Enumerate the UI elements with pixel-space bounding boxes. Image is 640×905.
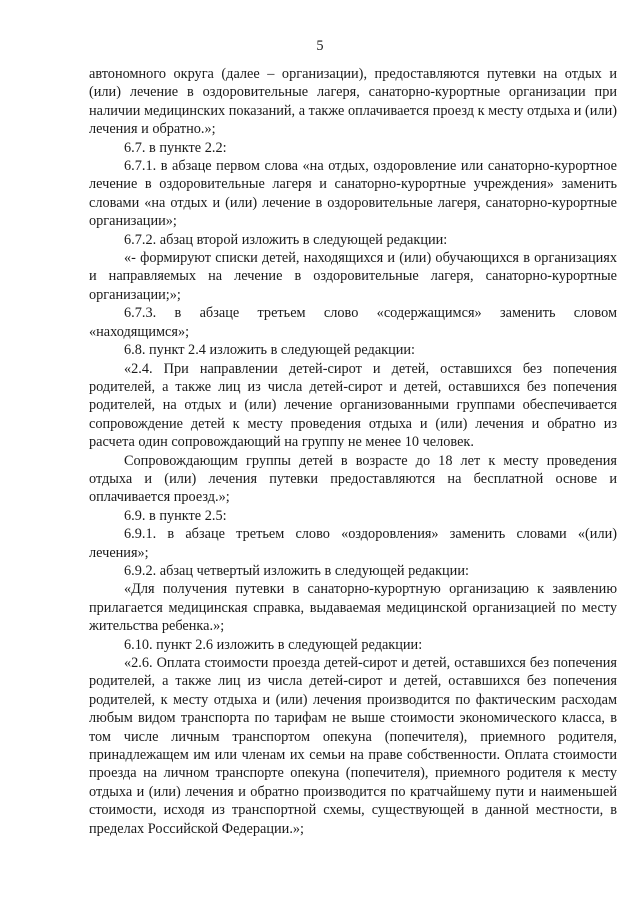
paragraph-item-6-7-3: 6.7.3. в абзаце третьем слово «содержащимся» заменить словом «находящимся»;	[89, 305, 617, 340]
paragraph-quote-2-6: «2.6. Оплата стоимости проезда детей-сирот и детей, оставшихся без попечения родителей, а также лиц из числа детей-сирот и детей, оставшихся без попечения родителей, к месту отдыха и (или) лечения производится по фактическим расходам любым видом транспорта по тарифам не выше стоимости экономического класса, в том числе личным транспортом опекуна (попечителя), приемного родителя, принадлежащем им или членам их семьи на праве собственности. Оплата стоимости проезда на личном транспорте опекуна (попечителя), приемного родителя к месту отдыха и (или) лечения и обратно производится по кратчайшему пути и наименьшей стоимости, исходя из транспортной схемы, существующей в данной местности, в пределах Российской Федерации.»;	[89, 655, 617, 837]
paragraph-continuation: автономного округа (далее – организации), предоставляются путевки на отдых и (или) лечение в оздоровительные лагеря, санаторно-курортные организации при наличии медицинских показаний, а также оплачивается проезд к месту отдыха и (или) лечения и обратно.»;	[89, 66, 617, 138]
paragraph-item-6-9-2: 6.9.2. абзац четвертый изложить в следующей редакции:	[124, 562, 469, 579]
paragraph-item-6-9: 6.9. в пункте 2.5:	[124, 507, 227, 524]
paragraph-item-6-10: 6.10. пункт 2.6 изложить в следующей редакции:	[124, 636, 423, 653]
paragraph-item-6-8: 6.8. пункт 2.4 изложить в следующей редакции:	[124, 342, 416, 359]
paragraph-quote-lists: «- формируют списки детей, находящихся и (или) обучающихся в организациях и направляемых на лечение в оздоровительные лагеря, санаторно-курортные организации;»;	[89, 250, 617, 303]
document-body	[89, 65, 617, 838]
paragraph-item-6-7: 6.7. в пункте 2.2:	[124, 139, 227, 156]
paragraph-quote-2-4: «2.4. При направлении детей-сирот и детей, оставшихся без попечения родителей, а также лиц из числа детей-сирот и детей, оставшихся без попечения родителей, на отдых и (или) лечение организованными группами обеспечивается сопровождение детей к месту проведения отдыха и (или) лечения и обратно из расчета один сопровождающий на группу не менее 10 человек.	[89, 360, 617, 451]
paragraph-item-6-7-1: 6.7.1. в абзаце первом слова «на отдых, оздоровление или санаторно-курортное лечение в оздоровительные лагеря и санаторно-курортные учреждения» заменить словами «на отдых и (или) лечение в оздоровительные лагеря, санаторно-курортные организации»;	[89, 158, 617, 230]
paragraph-escorts: Сопровождающим группы детей в возрасте до 18 лет к месту проведения отдыха и (или) лечения путевки предоставляются на бесплатной основе и оплачивается проезд.»;	[89, 452, 617, 506]
page-number: 5	[316, 38, 324, 54]
paragraph-item-6-7-2: 6.7.2. абзац второй изложить в следующей редакции:	[124, 231, 448, 248]
paragraph-quote-medical-certificate: «Для получения путевки в санаторно-курортную организацию к заявлению прилагается медицинская справка, выдаваемая медицинской организацией по месту жительства ребенка.»;	[89, 581, 617, 635]
paragraph-item-6-9-1: 6.9.1. в абзаце третьем слово «оздоровления» заменить словами «(или) лечения»;	[89, 526, 617, 561]
